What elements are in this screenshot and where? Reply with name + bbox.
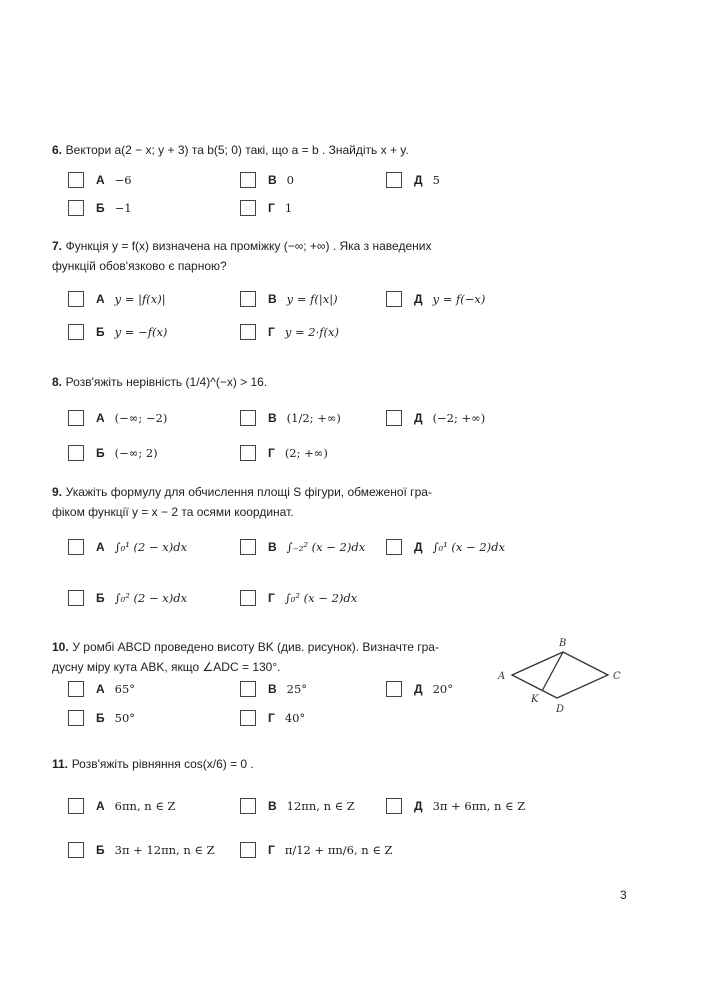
option-label: Б	[96, 446, 105, 460]
question-11	[52, 754, 254, 774]
option-d[interactable]	[386, 407, 485, 429]
option-d[interactable]	[386, 536, 505, 558]
option-v[interactable]	[240, 407, 341, 429]
option-value: (−∞; 2)	[114, 446, 158, 460]
option-label: Б	[96, 711, 105, 725]
option-value: π/12 + πn/6, n ∈ Z	[284, 843, 393, 857]
option-g[interactable]	[240, 587, 357, 609]
question-number: 9.	[52, 485, 63, 499]
answer-checkbox[interactable]	[386, 539, 402, 555]
rhombus-figure	[490, 630, 640, 725]
question-text-line1: Функція y = f(x) визначена на проміжку (−∞; +∞) . Яка з наведених	[65, 239, 432, 253]
option-value: 20°	[432, 682, 453, 696]
answer-checkbox[interactable]	[68, 842, 84, 858]
option-v[interactable]	[240, 169, 294, 191]
option-value: ∫₀² (x − 2)dx	[284, 591, 358, 605]
option-label: Г	[268, 843, 275, 857]
option-label: Г	[268, 446, 275, 460]
option-value: ∫₀¹ (2 − x)dx	[114, 540, 188, 554]
answer-checkbox[interactable]	[240, 291, 256, 307]
answer-checkbox[interactable]	[240, 590, 256, 606]
option-label: А	[96, 540, 105, 554]
question-number: 6.	[52, 143, 63, 157]
answer-checkbox[interactable]	[240, 200, 256, 216]
answer-checkbox[interactable]	[240, 324, 256, 340]
height-bk	[542, 652, 563, 691]
answer-checkbox[interactable]	[68, 291, 84, 307]
question-7	[52, 236, 431, 276]
answer-checkbox[interactable]	[386, 798, 402, 814]
vertex-label-a: A	[498, 671, 506, 682]
option-label: Г	[268, 711, 275, 725]
option-value: y = −f(x)	[114, 325, 168, 339]
option-value: 3π + 6πn, n ∈ Z	[432, 799, 526, 813]
option-value: ∫₋₂² (x − 2)dx	[286, 540, 366, 554]
question-number: 11.	[52, 757, 69, 771]
option-value: 3π + 12πn, n ∈ Z	[114, 843, 215, 857]
vertex-label-d: D	[556, 704, 565, 715]
vertex-label-c: C	[613, 671, 621, 682]
question-text-line1: Укажіть формулу для обчислення площі S фігури, обмеженої гра-	[65, 485, 432, 499]
question-text-line1: У ромбі ABCD проведено висоту BK (див. рисунок). Визначте гра-	[72, 640, 439, 654]
option-value: 40°	[284, 711, 306, 725]
option-value: 5	[432, 173, 440, 187]
option-g[interactable]	[240, 321, 339, 343]
answer-checkbox[interactable]	[68, 445, 84, 461]
answer-checkbox[interactable]	[240, 172, 256, 188]
option-value: ∫₀¹ (x − 2)dx	[432, 540, 505, 554]
option-value: (−2; +∞)	[432, 411, 486, 425]
option-value: (1/2; +∞)	[286, 411, 341, 425]
option-label: Д	[414, 540, 423, 554]
option-value: ∫₀² (2 − x)dx	[114, 591, 188, 605]
option-label: Г	[268, 201, 275, 215]
answer-checkbox[interactable]	[68, 324, 84, 340]
option-value: y = f(|x|)	[286, 292, 338, 306]
option-d[interactable]	[386, 678, 453, 700]
option-label: Д	[414, 173, 423, 187]
answer-checkbox[interactable]	[240, 445, 256, 461]
option-d[interactable]	[386, 795, 525, 817]
option-label: Д	[414, 682, 423, 696]
option-label: В	[268, 682, 277, 696]
answer-checkbox[interactable]	[240, 410, 256, 426]
answer-checkbox[interactable]	[240, 710, 256, 726]
question-9	[52, 482, 432, 522]
option-a[interactable]	[68, 795, 176, 817]
point-label-k: K	[531, 694, 539, 705]
option-value: y = |f(x)|	[114, 292, 166, 306]
option-label: А	[96, 682, 105, 696]
option-label: Б	[96, 591, 105, 605]
option-value: 25°	[286, 682, 308, 696]
option-label: Г	[268, 325, 275, 339]
answer-checkbox[interactable]	[68, 590, 84, 606]
answer-checkbox[interactable]	[240, 539, 256, 555]
option-a[interactable]	[68, 536, 187, 558]
option-label: Д	[414, 411, 423, 425]
option-a[interactable]	[68, 169, 132, 191]
option-v[interactable]	[240, 795, 355, 817]
option-a[interactable]	[68, 678, 135, 700]
option-label: Г	[268, 591, 275, 605]
question-10	[52, 637, 492, 677]
option-label: А	[96, 799, 105, 813]
question-8	[52, 372, 267, 392]
option-value: y = 2·f(x)	[284, 325, 339, 339]
answer-checkbox[interactable]	[68, 710, 84, 726]
option-v[interactable]	[240, 288, 338, 310]
option-d[interactable]	[386, 169, 440, 191]
option-b[interactable]	[68, 587, 187, 609]
answer-checkbox[interactable]	[386, 681, 402, 697]
option-label: Б	[96, 843, 105, 857]
answer-checkbox[interactable]	[240, 681, 256, 697]
option-d[interactable]	[386, 288, 485, 310]
option-label: Б	[96, 325, 105, 339]
question-number: 8.	[52, 375, 63, 389]
answer-checkbox[interactable]	[68, 539, 84, 555]
option-g[interactable]	[240, 442, 328, 464]
question-number: 10.	[52, 640, 69, 654]
answer-checkbox[interactable]	[68, 200, 84, 216]
question-text-line2: фіком функції y = x − 2 та осями координат.	[52, 505, 294, 519]
option-b[interactable]	[68, 197, 132, 219]
option-value: 50°	[114, 711, 136, 725]
option-value: −1	[114, 201, 132, 215]
option-b[interactable]	[68, 839, 215, 861]
vertex-label-b: B	[559, 638, 567, 649]
option-label: Б	[96, 201, 105, 215]
option-label: В	[268, 292, 277, 306]
option-label: В	[268, 540, 277, 554]
option-label: В	[268, 173, 277, 187]
option-label: А	[96, 292, 105, 306]
question-number: 7.	[52, 239, 63, 253]
question-text: Розв'яжіть нерівність (1/4)^(−x) > 16.	[65, 375, 268, 389]
answer-checkbox[interactable]	[386, 172, 402, 188]
option-a[interactable]	[68, 407, 167, 429]
answer-checkbox[interactable]	[68, 681, 84, 697]
option-v[interactable]	[240, 536, 365, 558]
option-b[interactable]	[68, 442, 158, 464]
option-value: 6πn, n ∈ Z	[114, 799, 176, 813]
answer-checkbox[interactable]	[240, 842, 256, 858]
option-g[interactable]	[240, 839, 393, 861]
option-g[interactable]	[240, 197, 292, 219]
option-label: В	[268, 411, 277, 425]
answer-checkbox[interactable]	[68, 410, 84, 426]
answer-checkbox[interactable]	[240, 798, 256, 814]
option-label: В	[268, 799, 277, 813]
question-text: Вектори a(2 − x; y + 3) та b(5; 0) такі, що a = b . Знайдіть x + y.	[65, 143, 409, 157]
option-value: 65°	[114, 682, 136, 696]
question-text-line2: дусну міру кута ABK, якщо ∠ADC = 130°.	[52, 660, 281, 674]
option-v[interactable]	[240, 678, 307, 700]
option-label: А	[96, 411, 105, 425]
option-value: −6	[114, 173, 132, 187]
option-value: 1	[284, 201, 293, 215]
option-label: Д	[414, 799, 423, 813]
option-value: (−∞; −2)	[114, 411, 168, 425]
question-text-line2: функцій обов'язково є парною?	[52, 259, 227, 273]
option-value: 0	[286, 173, 294, 187]
answer-checkbox[interactable]	[386, 291, 402, 307]
answer-checkbox[interactable]	[68, 798, 84, 814]
option-value: y = f(−x)	[432, 292, 486, 306]
question-text: Розв'яжіть рівняння cos(x/6) = 0 .	[71, 757, 254, 771]
option-value: 12πn, n ∈ Z	[286, 799, 355, 813]
answer-checkbox[interactable]	[386, 410, 402, 426]
question-6	[52, 140, 409, 160]
option-value: (2; +∞)	[284, 446, 328, 460]
option-g[interactable]	[240, 707, 305, 729]
option-label: А	[96, 173, 105, 187]
option-b[interactable]	[68, 321, 167, 343]
option-label: Д	[414, 292, 423, 306]
page-number: 3	[620, 888, 627, 902]
option-b[interactable]	[68, 707, 135, 729]
answer-checkbox[interactable]	[68, 172, 84, 188]
option-a[interactable]	[68, 288, 166, 310]
